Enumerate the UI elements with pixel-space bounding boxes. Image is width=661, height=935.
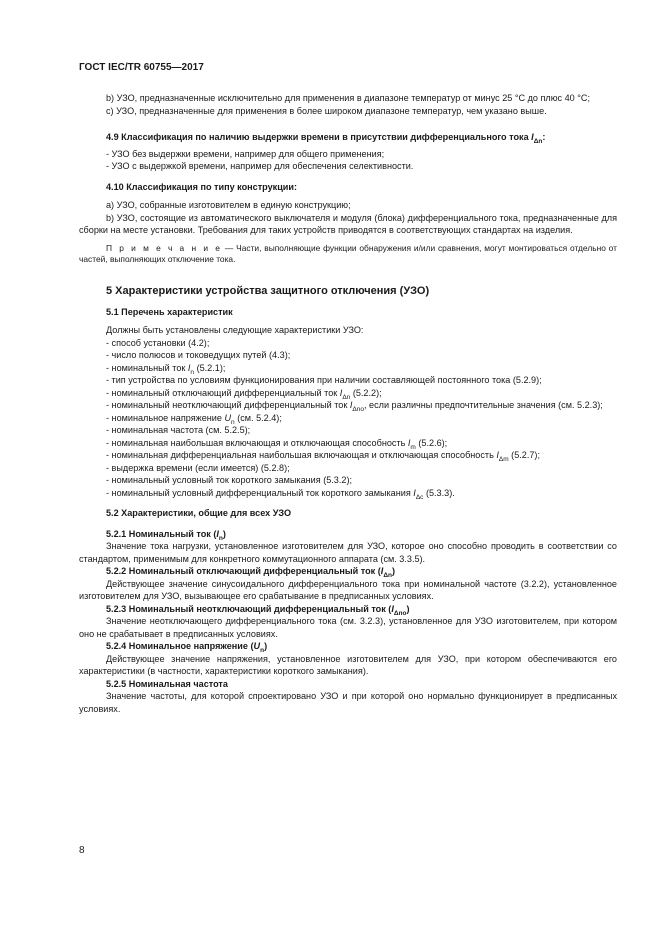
document-body [79, 92, 617, 715]
list-item: - номинальный ток $I_n$ (5.2.1); [106, 362, 226, 376]
section-5-2-3-text: Значение неотключающего дифференциального тока (см. 3.2.3), установленное для УЗО изготовителем, при котором оно не срабатывает в предписанных условиях. [79, 616, 617, 639]
section-5-2-4-heading: 5.2.4 Номинальное напряжение $(U_n)$ [106, 641, 268, 654]
list-item: - способ установки (4.2); [106, 337, 210, 348]
item-c-paragraph: c) УЗО, предназначенные для применения в более широком диапазоне температур, чем указано выше. [106, 105, 547, 116]
list-item: - выдержка времени (если имеется) (5.2.8); [106, 462, 290, 473]
section-5-2-1-heading: 5.2.1 Номинальный ток $(I_n)$ [106, 528, 226, 542]
list-item: - номинальная дифференциальная наибольшая включающая и отключающая способность $I_{\Delta m}$ (5.2.7); [106, 450, 540, 463]
list-item: - номинальный неотключающий дифференциальный ток $I_{\Delta no}$, если различны предпочтительные значения (см. 5.2.3); [106, 400, 603, 413]
list-item: - номинальная частота (см. 5.2.5); [106, 425, 251, 435]
section-5-heading: 5 Характеристики устройства защитного отключения (УЗО) [106, 284, 430, 297]
section-5-1-heading: 5.1 Перечень характеристик [106, 306, 233, 317]
list-item: - число полюсов и токоведущих путей (4.3); [106, 350, 291, 360]
section-5-2-3-heading: 5.2.3 Номинальный неотключающий дифференциальный ток $(I_{\Delta no})$ [106, 603, 410, 617]
section-5-2-5-text: Значение частоты, для которой спроектировано УЗО и при которой оно нормально функционирует в предписанных условиях. [79, 691, 617, 714]
list-item: - номинальный отключающий дифференциальный ток $I_{\Delta n}$ (5.2.2); [106, 387, 382, 401]
page-number: 8 [79, 845, 85, 856]
section-5-2-1-text: Значение тока нагрузки, установленное изготовителем для УЗО, которое оно способно проводить в соответствии со стандартом, применимым для конкретного коммутационного аппарата (см. 3.3.5). [79, 541, 617, 564]
section-5-2-4-text: Действующее значение напряжения, установленное изготовителем для УЗО, при котором обеспечиваются его характеристики (в частности, характеристики короткого замыкания). [79, 653, 617, 676]
section-5-2-2-text: Действующее значение синусоидального дифференциального тока при номинальной частоте (3.2.2), установленное изготовителем для УЗО, вызывающее его срабатывание в предписанных условиях. [79, 578, 617, 601]
document-code-header: ГОСТ IEC/TR 60755—2017 [79, 62, 204, 73]
list-item: - номинальное напряжение $U_n$ (см. 5.2.4); [106, 412, 282, 426]
item-a-paragraph: a) УЗО, собранные изготовителем в единую конструкцию; [106, 200, 351, 210]
section-5-2-heading: 5.2 Характеристики, общие для всех УЗО [106, 508, 292, 518]
list-item: - УЗО без выдержки времени, например для общего применения; [106, 148, 385, 159]
section-5-2-2-heading: 5.2.2 Номинальный отключающий дифференциальный ток $(I_{\Delta n})$ [106, 566, 396, 579]
item-b-paragraph: b) УЗО, предназначенные исключительно для применения в диапазоне температур от минус 25 °C до плюс 40 °C; [106, 93, 590, 103]
note-paragraph: П р и м е ч а н и е — Части, выполняющие функции обнаружения и/или сравнения, могут монтироваться отдельно от частей, выполняющих отключение тока. [79, 242, 617, 264]
list-item: - номинальная наибольшая включающая и отключающая способность $I_m$ (5.2.6); [106, 437, 448, 451]
list-item: - номинальный условный ток короткого замыкания (5.3.2); [106, 475, 353, 485]
note-label: П р и м е ч а н и е [106, 242, 223, 253]
section-4-10-heading: 4.10 Классификация по типу конструкции: [106, 181, 298, 192]
section-5-2-5-heading: 5.2.5 Номинальная частота [106, 678, 228, 689]
section-4-9-heading: 4.9 Классификация по наличию выдержки времени в присутствии дифференциального тока $I_{\Delta n}$: [106, 132, 546, 145]
list-item: - номинальный условный дифференциальный ток короткого замыкания $I_{\Delta c}$ (5.3.3). [106, 487, 455, 501]
list-item: - тип устройства по условиям функционирования при наличии составляющей постоянного тока (5.2.9); [106, 375, 542, 385]
list-item: - УЗО с выдержкой времени, например для обеспечения селективности. [106, 161, 414, 171]
section-5-1-intro: Должны быть установлены следующие характеристики УЗО: [106, 325, 364, 335]
item-b-paragraph: b) УЗО, состоящие из автоматического выключателя и модуля (блока) дифференциального тока, предназначенные для сборки на месте установки. Требования для таких устройств приводятся в соответствующих стандартах на изделия. [79, 212, 617, 235]
